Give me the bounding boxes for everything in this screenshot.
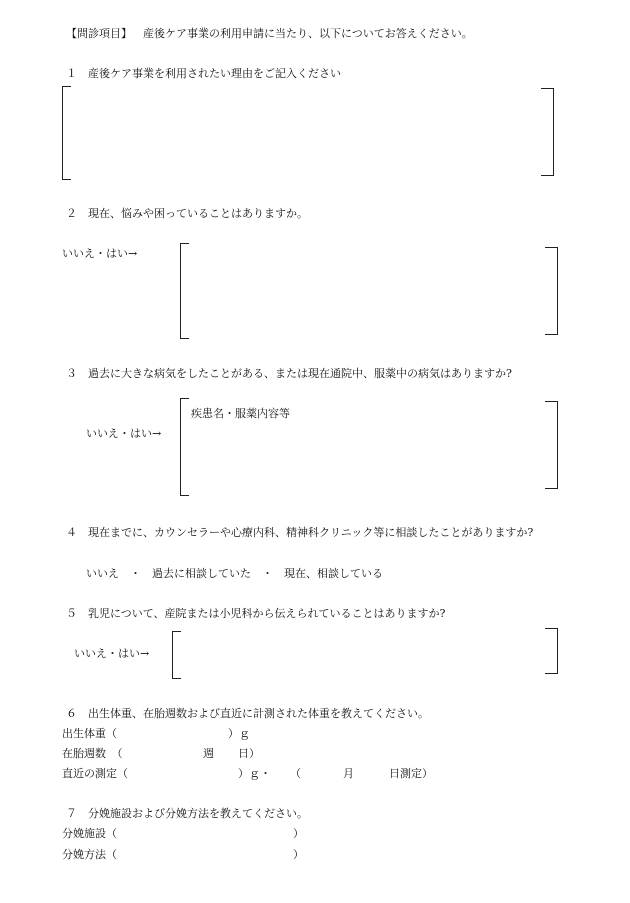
q3-box-label: 疾患名・服薬内容等 (191, 407, 290, 420)
q2-number: ２ (66, 207, 77, 220)
delivery-method-close: ） (293, 848, 304, 861)
recent-date-open: （ (290, 767, 301, 780)
header-intro: 産後ケア事業の利用申請に当たり、以下についてお答えください。 (143, 27, 473, 40)
q5-answer-box-right-bracket[interactable] (545, 628, 558, 674)
q7-question: 分娩施設および分娩方法を教えてください。 (88, 807, 308, 820)
q2-choice[interactable]: いいえ・はい→ (62, 247, 138, 260)
q1-question: 産後ケア事業を利用されたい理由をご記入ください (88, 67, 341, 80)
q7-number: ７ (66, 807, 77, 820)
q4-question: 現在までに、カウンセラーや心療内科、精神科クリニック等に相談したことがありますか? (88, 526, 534, 539)
gestation-label: 在胎週数 （ (62, 747, 123, 760)
q6-number: ６ (66, 707, 77, 720)
recent-measure-label: 直近の測定（ (62, 767, 128, 780)
q3-choice[interactable]: いいえ・はい→ (86, 427, 162, 440)
q1-answer-box-right-bracket[interactable] (541, 88, 554, 176)
q1-number: １ (66, 67, 77, 80)
recent-day-unit: 日測定） (389, 767, 433, 780)
q1-answer-box-left-bracket[interactable] (62, 86, 71, 180)
q6-question: 出生体重、在胎週数および直近に計測された体重を教えてください。 (88, 707, 429, 720)
birth-weight-unit: ）ｇ (228, 727, 250, 740)
header-label: 【問診項目】 (66, 27, 132, 40)
q5-number: ５ (66, 607, 77, 620)
q4-choices[interactable]: いいえ ・ 過去に相談していた ・ 現在、相談している (86, 567, 383, 580)
q4-number: ４ (66, 526, 77, 539)
recent-weight-unit: ）ｇ・ (238, 767, 271, 780)
delivery-method-label: 分娩方法（ (62, 848, 117, 861)
q5-choice[interactable]: いいえ・はい→ (74, 647, 150, 660)
q3-question: 過去に大きな病気をしたことがある、または現在通院中、服薬中の病気はありますか? (88, 367, 512, 380)
gestation-day-unit: 日） (238, 747, 260, 760)
recent-month-unit: 月 (343, 767, 354, 780)
birth-weight-label: 出生体重（ (62, 727, 117, 740)
delivery-facility-label: 分娩施設（ (62, 827, 117, 840)
q3-number: ３ (66, 367, 77, 380)
q2-answer-box-left-bracket[interactable] (180, 243, 189, 339)
q3-answer-box-left-bracket[interactable] (180, 398, 189, 496)
q3-answer-box-right-bracket[interactable] (545, 401, 558, 489)
q5-answer-box-left-bracket[interactable] (172, 631, 181, 679)
q2-answer-box-right-bracket[interactable] (545, 247, 558, 335)
delivery-facility-close: ） (293, 827, 304, 840)
q5-question: 乳児について、産院または小児科から伝えられていることはありますか? (88, 607, 446, 620)
q2-question: 現在、悩みや困っていることはありますか。 (88, 207, 308, 220)
gestation-week-unit: 週 (203, 747, 214, 760)
